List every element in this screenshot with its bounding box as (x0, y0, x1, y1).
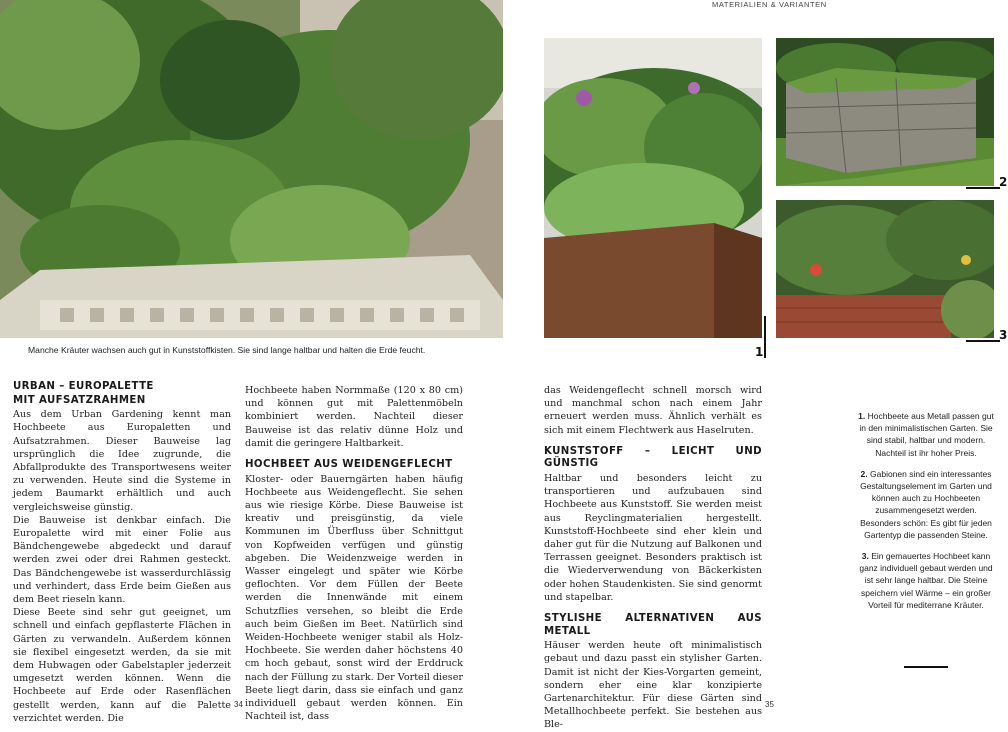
page-number-left: 34 (234, 700, 243, 709)
paragraph: Diese Beete sind sehr gut geeignet, um schnell und einfach gepflasterte Flächen in Gärten zu verwandeln. Außerdem können sie flexibel eingesetzt werden, da sie mit dem Hubwagen oder Gabelstapler jederzeit umgesetzt werden können. Wenn die Hochbeete auf Erde oder Rasenflächen gestellt werden, kann auf die Palette verzichtet werden. Die (13, 607, 231, 724)
photo-gabion-raised-bed (776, 38, 994, 186)
paragraph: Die Bauweise ist denkbar einfach. Die Europalette wird mit einer Folie aus Bändchengewebe abgedeckt und darauf werden zwei oder drei Rahmen gesteckt. Das Bändchengewebe ist wasserdurchlässig und verhindert, dass Erde beim Gießen aus dem Beet rieseln kann. (13, 514, 231, 606)
paragraph: Aus dem Urban Gardening kennt man Hochbeete aus Europaletten und Aufsatzrahmen. Dieser Bauweise lag ursprünglich die Idee zugrunde, die Abfallprodukte des Transportwesens weiter zu verwenden. Heute sind die Systeme in jedem Baumarkt erhältlich und auch vergleichsweise günstig. (13, 409, 231, 513)
running-header: MATERIALIEN & VARIANTEN (712, 0, 827, 9)
photo-metal-raised-bed (544, 38, 762, 338)
paragraph: Häuser werden heute oft minimalistisch gebaut und dazu passt ein stylisher Garten. Damit ist nicht der Kies-Vorgarten gemeint, sondern eher eine klar konzipierte Gartenarchitektur. Für diese Gärten sind Metallhochbeete perfekt. Sie bestehen aus Ble- (544, 640, 762, 731)
heading-metall: STYLISHE ALTERNATIVEN AUS METALL (544, 613, 762, 637)
photo-2-rule (966, 187, 1000, 189)
photo-captions-sidebar (858, 410, 994, 620)
paragraph: Hochbeete haben Normmaße (120 x 80 cm) und können gut mit Palettenmöbeln kombiniert werden. Nachteil dieser Bauweise ist das relativ dünne Holz und damit die geringere Haltbarkeit. (245, 385, 463, 449)
photo-number-3: 3 (999, 328, 1008, 342)
heading-urban-line2: MIT AUFSATZRAHMEN (13, 394, 146, 406)
sidebar-caption-1: 1. Hochbeete aus Metall passen gut in den minimalistischen Garten. Sie sind stabil, haltbar und modern. Nachteil ist ihr hoher Preis. (858, 411, 994, 458)
text-column-2 (245, 384, 463, 723)
page-number-right: 35 (765, 700, 774, 709)
photo-number-2: 2 (999, 175, 1008, 189)
photo-1-rule (764, 316, 766, 358)
sidebar-caption-3: 3. Ein gemauertes Hochbeet kann ganz individuell gebaut werden und ist sehr lange haltbar. Die Steine speichern viel Wärme – ein großer Vorteil für mediterrane Kräuter. (859, 551, 993, 610)
photo-3-rule (966, 340, 1000, 342)
photo-herbs-in-plastic-crate (0, 0, 503, 338)
paragraph: das Weidengeflecht schnell morsch wird und manchmal schon nach einem Jahr erneuert werden muss. Ähnlich verhält es sich mit einem Flechtwerk aus Haselruten. (544, 385, 762, 436)
heading-urban-line1: URBAN – EUROPALETTE (13, 381, 154, 392)
paragraph: Kloster- oder Bauerngärten haben häufig Hochbeete aus Weidengeflecht. Sie sehen aus wie riesige Körbe. Diese Bauweise ist kreativ und preisgünstig, da viele Kommunen im Überfluss über Schnittgut von Kopfweiden verfügen und günstig abgeben. Die Weidenzweige werden in Wasser eingelegt und später wie Körbe geflochten. Vor dem Füllen der Beete werden die Innenwände mit einem Schutzflies versehen, so bleibt die Erde auch beim Gießen im Beet. Natürlich sind Weiden-Hochbeete weniger stabil als Holz-Hochbeete. Sie werden daher höchstens 40 cm hoch gebaut, sonst wird der Erddruck nach der Füllung zu stark. Der Vorteil dieser Beete liegt darin, dass sie einfach und ganz individuell gebaut werden können. Ein Nachteil ist, dass (245, 473, 463, 723)
photo-number-1: 1 (755, 345, 764, 359)
sidebar-end-rule (904, 666, 948, 668)
text-column-1 (13, 381, 231, 725)
photo-caption: Manche Kräuter wachsen auch gut in Kunststoffkisten. Sie sind lange haltbar und halten die Erde feucht. (28, 345, 426, 355)
text-column-3 (544, 384, 762, 732)
paragraph: Haltbar und besonders leicht zu transportieren und aufzubauen sind Hochbeete aus Kunststoff. Sie werden meist aus Reyclingmaterialien hergestellt. Kunststoff-Hochbeete sind eher klein und daher gut für die Nutzung auf Balkonen und Terrassen geeignet. Besonders praktisch ist die Wiederverwendung von Bäckerkisten oder hohen Staudenkisten. Sie sind genormt und stapelbar. (544, 473, 762, 603)
sidebar-caption-2: 2. Gabionen sind ein interessantes Gestaltungselement im Garten und können auch zu Hochbeeten zusammengesetzt werden. Besonders schön: Es gibt für jeden Gartentyp die passenden Steine. (860, 468, 992, 540)
heading-weidengeflecht: HOCHBEET AUS WEIDENGEFLECHT (245, 459, 453, 471)
heading-kunststoff: KUNSTSTOFF – LEICHT UND GÜNSTIG (544, 445, 762, 470)
photo-brick-raised-bed (776, 200, 994, 338)
